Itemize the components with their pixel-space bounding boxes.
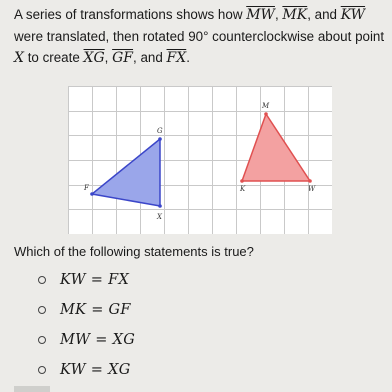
point-w (308, 179, 312, 183)
option-text: MW = XG (60, 332, 136, 348)
rotation-angle: 90° (188, 29, 209, 44)
point-k (240, 179, 244, 183)
question-text (14, 4, 386, 69)
point-m (264, 112, 268, 116)
question-part: were translated, then rotated (14, 29, 189, 44)
rotation-point: X (14, 50, 24, 66)
segment-fx: $\overline{FX}$ (166, 50, 187, 66)
option-text: KW = XG (60, 362, 131, 378)
segment-gf: $\overline{GF}$ (112, 50, 134, 66)
label-w: W (308, 185, 316, 193)
answer-option-4[interactable] (38, 356, 135, 384)
point-g (158, 137, 162, 141)
label-f: F (84, 184, 89, 192)
question-part: . (186, 50, 190, 65)
answer-option-3[interactable] (38, 326, 135, 354)
segment-xg: $\overline{XG}$ (83, 50, 105, 66)
segment-mw: $\overline{MW}$ (246, 7, 275, 23)
transformation-figure (68, 86, 332, 234)
separator: , (104, 50, 113, 65)
segment-kw: $\overline{KW}$ (340, 7, 366, 23)
answer-options (38, 266, 135, 386)
question-prompt: Which of the following statements is true? (14, 244, 254, 259)
point-f (90, 192, 94, 196)
segment-mk: $\overline{MK}$ (282, 7, 308, 23)
label-g: G (157, 127, 163, 135)
bottom-scroll-indicator (14, 386, 50, 392)
question-part: , and (307, 7, 341, 22)
radio-button-icon[interactable] (38, 306, 46, 314)
question-part: counterclockwise about point (208, 29, 385, 44)
radio-button-icon[interactable] (38, 276, 46, 284)
question-part: A series of transformations shows how (14, 7, 247, 22)
separator: , (274, 7, 283, 22)
coordinate-grid (68, 86, 332, 234)
answer-option-1[interactable] (38, 266, 135, 294)
radio-button-icon[interactable] (38, 336, 46, 344)
option-text: MK = GF (60, 302, 131, 318)
point-x (158, 204, 162, 208)
option-text: KW = FX (60, 272, 130, 288)
radio-button-icon[interactable] (38, 366, 46, 374)
label-x: X (157, 213, 162, 221)
answer-option-2[interactable] (38, 296, 135, 324)
question-part: , and (133, 50, 167, 65)
label-m: M (262, 102, 270, 110)
label-k: K (240, 185, 246, 193)
question-part: to create (23, 50, 84, 65)
